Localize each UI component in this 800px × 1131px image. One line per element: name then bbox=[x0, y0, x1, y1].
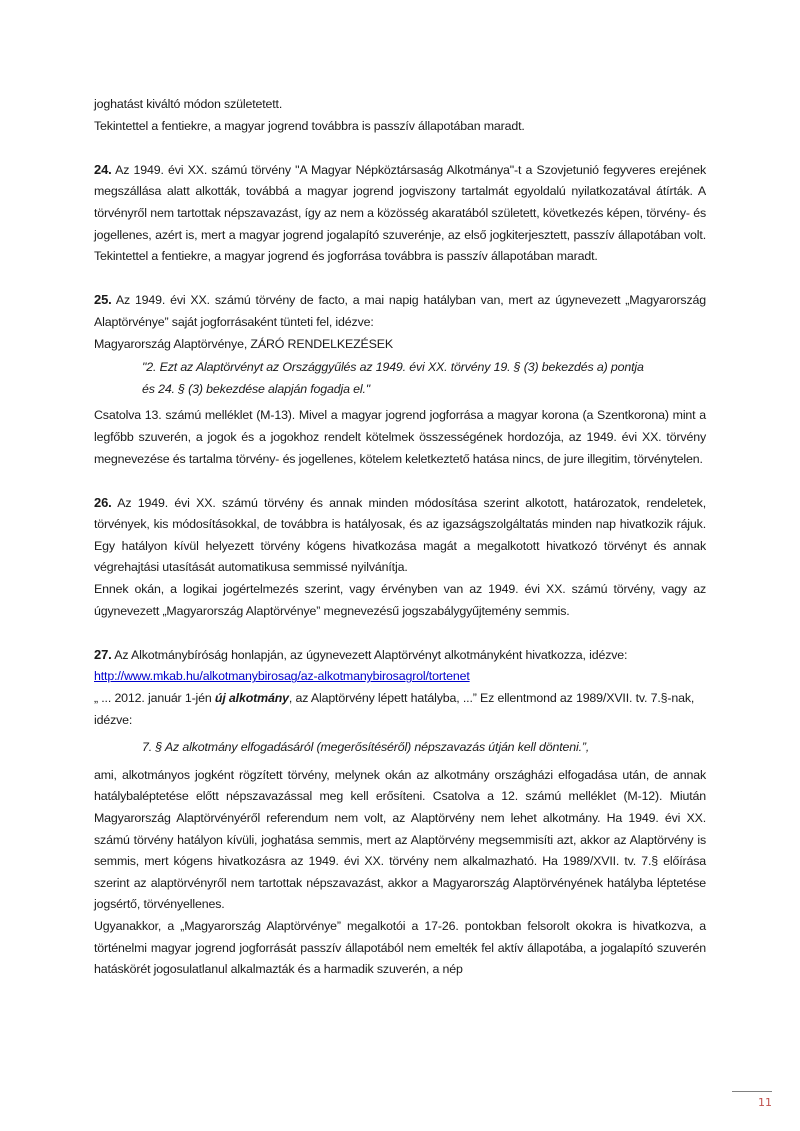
spacer bbox=[94, 268, 706, 290]
section-27 bbox=[94, 644, 706, 667]
spacer bbox=[94, 470, 706, 492]
quote-line: "2. Ezt az Alaptörvényt az Országgyűlés az 1949. évi XX. törvény 19. § (3) bekezdés a) pontja bbox=[142, 360, 644, 375]
citation-post: , az Alaptörvény lépett hatályba, ...” Ez ellentmond az 1989/XVII. tv. 7.§-nak, idézve: bbox=[94, 691, 695, 727]
mkab-history-link[interactable]: http://www.mkab.hu/alkotmanybirosag/az-alkotmanybirosagrol/tortenet bbox=[94, 669, 470, 684]
citation bbox=[94, 688, 706, 731]
section-25 bbox=[94, 289, 706, 333]
footer-divider bbox=[732, 1091, 772, 1092]
section-text: Az Alkotmánybíróság honlapján, az úgynevezett Alaptörvényt alkotmányként hivatkozza, idézve: bbox=[111, 647, 628, 662]
block-quote: 7. § Az alkotmány elfogadásáról (megerősítéséről) népszavazás útján kell dönteni.”, bbox=[142, 740, 590, 755]
section-25-body: Csatolva 13. számú melléklet (M-13). Mivel a magyar jogrend jogforrása a magyar korona (a Szentkorona) mint a legfőbb szuverén, a jogok és a jogokhoz rendelt kötelmek összességének hordozója, az 1949. évi XX. törvény megnevezése és tartalma törvény- és jogellenes, kötelem keletkeztető hatása nincs, de jure illegitim, törvénytelen. bbox=[94, 408, 706, 466]
spacer bbox=[94, 622, 706, 644]
section-27-final: Ugyanakkor, a „Magyarország Alaptörvénye” megalkotói a 17-26. pontokban felsorolt okokra is hivatkozva, a történelmi magyar jogrend jogforrását passzív állapotából nem emelték fel aktív állapotába, a jogalapító szuverén hatáskörét jogosulatlanul alkalmazták és a harmadik szuverén, a nép bbox=[94, 918, 706, 977]
section-26-conclusion: Ennek okán, a logikai jogértelmezés szerint, vagy érvényben van az 1949. évi XX. számú törvény, vagy az úgynevezett „Magyarország Alaptörvénye” megnevezésű jogszabálygyűjtemény semmis. bbox=[94, 582, 706, 618]
intro-line-1: joghatást kiváltó módon születetett. bbox=[94, 97, 283, 111]
section-text: Az 1949. évi XX. számú törvény és annak minden módosítása szerint alkotott, határozatok, rendeletek, törvények, kis módosításokkal, de továbbra is hatályosak, és az igazságszolgáltatás minden nap hivatkozik rájuk. Egy hatályon kívül helyezett törvény kógens hivatkozása magát a megalkotott hivatkozó törvényt és annak végrehajtási utasítását automatikusa semmissé nyilvánítja. bbox=[94, 495, 706, 575]
section-text: Az 1949. évi XX. számú törvény de facto, a mai napig hatályban van, mert az úgynevezett „Magyarország Alaptörvénye” saját jogforrásaként tünteti fel, idézve: bbox=[94, 293, 706, 329]
page-number: 11 bbox=[758, 1096, 772, 1109]
section-24 bbox=[94, 159, 706, 268]
citation-pre: „ ... 2012. január 1-jén bbox=[94, 691, 215, 706]
section-number: 26. bbox=[94, 494, 112, 510]
section-26 bbox=[94, 492, 706, 579]
section-number: 27. bbox=[94, 646, 112, 662]
section-27-body: ami, alkotmányos jogként rögzített törvény, melynek okán az alkotmány országházi elfogadása után, de annak hatálybaléptetése előtt népszavazással meg kell erősíteni. Csatolva a 12. számú melléklet (M-12). Miután Magyarország Alaptörvényéről referendum nem volt, az Alaptörvény nem lehet alkotmány. Ha 1949. évi XX. számú törvény hatályon kívüli, joghatása semmis, mert az Alaptörvény megsemmisíti azt, akkor az Alaptörvény is semmis, mert kógens hivatkozásra az 1949. évi XX. törvény nem alkalmazható. Ha 1989/XVII. tv. 7.§ előírása szerint az alaptörvényről nem tartottak népszavazást, akkor a Magyarország Alaptörvényének hatályba léptetése jogsértő, törvényellenes. bbox=[94, 767, 706, 912]
citation-emphasis: új alkotmány bbox=[214, 691, 289, 706]
section-number: 24. bbox=[94, 161, 112, 177]
spacer bbox=[94, 137, 706, 159]
document-page bbox=[94, 94, 706, 981]
intro-line-2: Tekintettel a fentiekre, a magyar jogrend továbbra is passzív állapotában maradt. bbox=[94, 118, 525, 133]
quote-line: és 24. § (3) bekezdése alapján fogadja el." bbox=[142, 381, 371, 396]
section-number: 25. bbox=[94, 292, 112, 308]
link-line bbox=[94, 666, 706, 688]
section-text: Az 1949. évi XX. számú törvény "A Magyar Népköztársaság Alkotmánya"-t a Szovjetunió fegyveres erejének megszállása alatt alkották, továbbá a magyar jogrend jogviszony tartalmát egyoldalú nyilatkozatával átírták. A törvényről nem tartottak népszavazást, így az nem a közösség akaratából született, következés képen, törvény- és jogellenes, azért is, mert a magyar jogrend jogalapító szuverénje, az első jogkiterjesztett, passzív állapotában volt. Tekintettel a fentiekre, a magyar jogrend és jogforrása továbbra is passzív állapotában maradt. bbox=[94, 162, 706, 264]
block-quote bbox=[142, 355, 706, 405]
section-25-heading: Magyarország Alaptörvénye, ZÁRÓ RENDELKEZÉSEK bbox=[94, 336, 394, 351]
